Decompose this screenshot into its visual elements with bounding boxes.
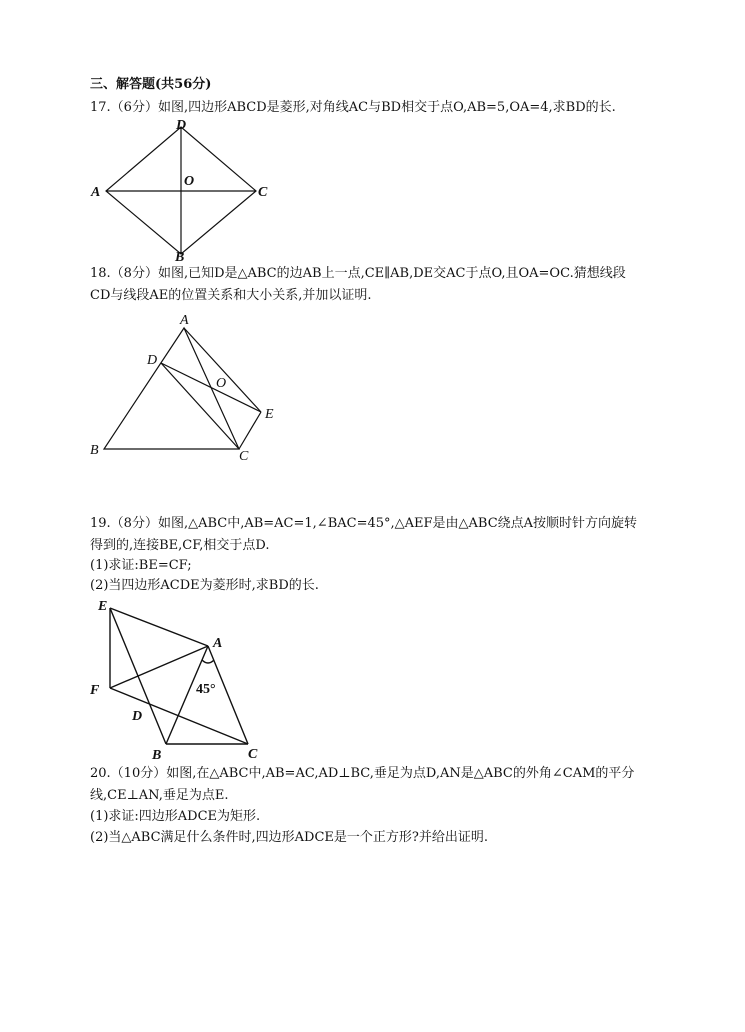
label-d: D [132,709,143,724]
question-19-line4: (2)当四边形ACDE为菱形时,求BD的长. [90,578,319,593]
label-b: B [175,250,185,263]
segment-ae [184,328,261,412]
q17-rhombus-figure [86,117,276,263]
label-c: C [239,449,249,464]
label-b: B [90,443,99,458]
question-19-line2: 得到的,连接BE,CF,相交于点D. [90,538,270,553]
question-20-line1: 20.（10分）如图,在△ABC中,AB=AC,AD⊥BC,垂足为点D,AN是△ABC的外角∠CAM的平分 [90,766,635,781]
question-18-line2: CD与线段AE的位置关系和大小关系,并加以证明. [90,288,372,303]
q19-rotation-figure [86,596,276,764]
segment-ea [110,608,208,646]
q18-triangle-figure [86,308,296,466]
label-c: C [248,747,258,762]
label-o: O [216,376,227,391]
question-19-line3: (1)求证:BE=CF; [90,558,192,573]
label-e: E [265,407,274,422]
question-20-line3: (1)求证:四边形ADCE为矩形. [90,809,261,824]
question-17-text: 17.（6分）如图,四边形ABCD是菱形,对角线AC与BD相交于点O,AB=5,OA=4,求BD的长. [90,100,616,115]
question-19-line1: 19.（8分）如图,△ABC中,AB=AC=1,∠BAC=45°,△AEF是由△ABC绕点A按顺时针方向旋转 [90,516,638,531]
label-c: C [258,185,268,200]
label-o: O [184,174,195,189]
segment-de [161,363,261,412]
label-a: A [213,636,223,651]
question-20-line4: (2)当△ABC满足什么条件时,四边形ADCE是一个正方形?并给出证明. [90,830,489,845]
label-d: D [176,118,187,133]
label-a: A [91,185,101,200]
angle-label: 45° [196,682,216,697]
segment-ec [239,412,261,449]
question-18-line1: 18.（8分）如图,已知D是△ABC的边AB上一点,CE∥AB,DE交AC于点O,且OA=OC.猜想线段 [90,266,626,281]
label-a: A [180,313,189,328]
label-b: B [152,748,162,763]
label-e: E [98,599,108,614]
label-d: D [147,353,158,368]
segment-cf [110,688,248,744]
section-title: 三、解答题(共56分) [90,77,212,92]
label-f: F [90,683,100,698]
angle-arc [202,660,214,663]
question-20-line2: 线,CE⊥AN,垂足为点E. [90,788,229,803]
